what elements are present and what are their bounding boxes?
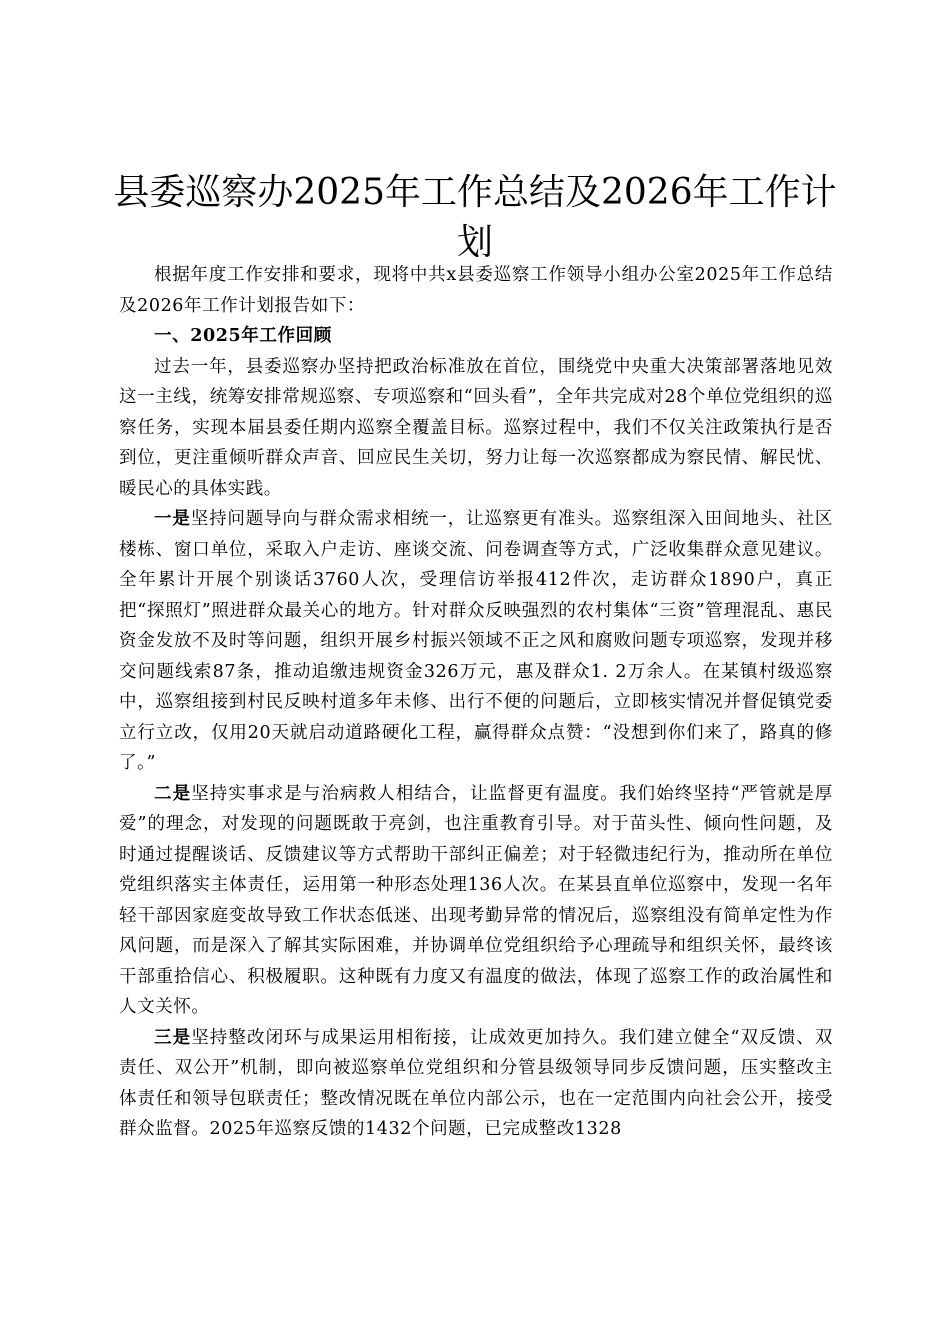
document-body bbox=[119, 260, 833, 1145]
point-two-paragraph bbox=[119, 779, 833, 1023]
point-three-text: 坚持整改闭环与成果运用相衔接，让成效更加持久。我们建立健全“双反馈、双责任、双公开”机制，即向被巡察单位党组织和分管县级领导同步反馈问题，压实整改主体责任和领导包联责任；整改情况既在单位内部公示，也在一定范围内向社会公开，接受群众监督。2025年巡察反馈的1432个问题，已完成整改1328 bbox=[119, 1027, 833, 1139]
point-three-lead: 三是 bbox=[154, 1027, 192, 1048]
review-overview-paragraph: 过去一年，县委巡察办坚持把政治标准放在首位，围绕党中央重大决策部署落地见效这一主线，统筹安排常规巡察、专项巡察和“回头看”，全年共完成对28个单位党组织的巡察任务，实现本届县委任期内巡察全覆盖目标。巡察过程中，我们不仅关注政策执行是否到位，更注重倾听群众声音、回应民生关切，努力让每一次巡察都成为察民情、解民忧、暖民心的具体实践。 bbox=[119, 356, 833, 499]
point-two-lead: 二是 bbox=[154, 783, 192, 804]
section-heading-review: 一、2025年工作回顾 bbox=[154, 326, 332, 346]
point-three-paragraph bbox=[119, 1023, 833, 1145]
point-one-text: 坚持问题导向与群众需求相统一，让巡察更有准头。巡察组深入田间地头、社区楼栋、窗口单位，采取入户走访、座谈交流、问卷调查等方式，广泛收集群众意见建议。全年累计开展个别谈话3760人次，受理信访举报412件次，走访群众1890户，真正把“探照灯”照进群众最关心的地方。针对群众反映强烈的农村集体“三资”管理混乱、惠民资金发放不及时等问题，组织开展乡村振兴领域不正之风和腐败问题专项巡察，发现并移交问题线索87条，推动追缴违规资金326万元，惠及群众1. 2万余人。在某镇村级巡察中，巡察组接到村民反映村道多年未修、出行不便的问题后，立即核实情况并督促镇党委立行立改，仅用20天就启动道路硬化工程，赢得群众点赞：“没想到你们来了，路真的修了。” bbox=[119, 509, 833, 773]
document-title: 县委巡察办2025年工作总结及2026年工作计划 bbox=[113, 172, 837, 263]
intro-paragraph: 根据年度工作安排和要求，现将中共x县委巡察工作领导小组办公室2025年工作总结及2026年工作计划报告如下： bbox=[119, 265, 833, 316]
point-one-lead: 一是 bbox=[154, 509, 191, 529]
point-one-paragraph bbox=[119, 504, 833, 779]
point-two-text: 坚持实事求是与治病救人相结合，让监督更有温度。我们始终坚持“严管就是厚爱”的理念，对发现的问题既敢于亮剑，也注重教育引导。对于苗头性、倾向性问题，及时通过提醒谈话、反馈建议等方式帮助干部纠正偏差；对于轻微违纪行为，推动所在单位党组织落实主体责任，运用第一种形态处理136人次。在某县直单位巡察中，发现一名年轻干部因家庭变故导致工作状态低迷、出现考勤异常的情况后，巡察组没有简单定性为作风问题，而是深入了解其实际困难，并协调单位党组织给予心理疏导和组织关怀，最终该干部重拾信心、积极履职。这种既有力度又有温度的做法，体现了巡察工作的政治属性和人文关怀。 bbox=[119, 783, 833, 1017]
